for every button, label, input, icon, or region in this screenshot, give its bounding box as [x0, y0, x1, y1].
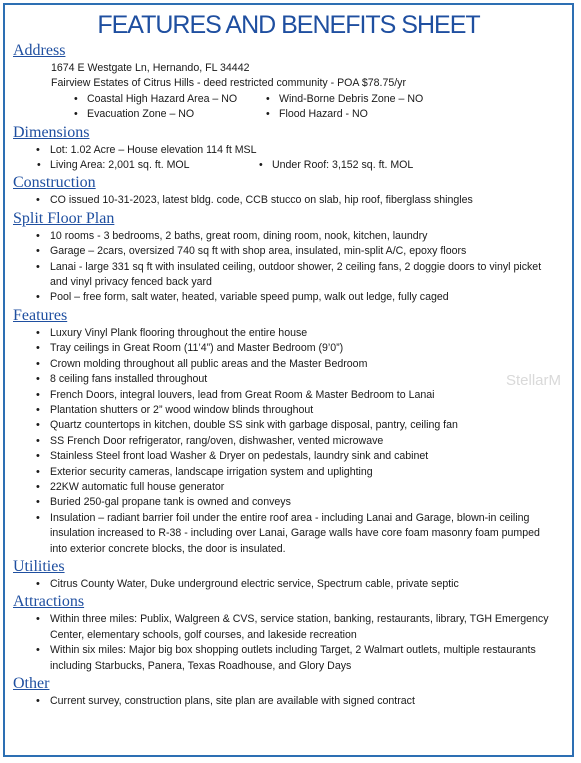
list-item: • Luxury Vinyl Plank flooring throughout the entire house: [5, 326, 572, 341]
list-item: • Living Area: 2,001 sq. ft. MOL: [50, 158, 272, 173]
list-item: • CO issued 10-31-2023, latest bldg. code, CCB stucco on slab, hip roof, fiberglass shingles: [5, 193, 572, 208]
section-heading-dimensions: Dimensions: [13, 123, 90, 141]
zone-item: • Wind-Borne Debris Zone – NO: [279, 92, 471, 107]
section-heading-utilities: Utilities: [13, 557, 65, 575]
list-item: • Within six miles: Major big box shopping outlets including Target, 2 Walmart outlets, multiple restaurants including Starbucks, Panera, Texas Roadhouse, and Glory Days: [5, 643, 572, 674]
list-item: • Garage – 2cars, oversized 740 sq ft with shop area, insulated, min-split A/C, epoxy floors: [5, 244, 572, 259]
list-item: • 22KW automatic full house generator: [5, 480, 572, 495]
section-heading-other: Other: [13, 675, 50, 692]
other-list: [5, 694, 572, 709]
area-row: [5, 158, 572, 173]
section-heading-address: Address: [13, 42, 66, 59]
section-heading-features: Features: [13, 306, 68, 324]
list-item: • Lot: 1.02 Acre – House elevation 114 ft MSL: [5, 143, 572, 158]
list-item: • Buried 250-gal propane tank is owned and conveys: [5, 495, 572, 510]
utilities-list: [5, 577, 572, 592]
list-item: • SS French Door refrigerator, rang/oven, dishwasher, vented microwave: [5, 434, 572, 449]
list-item: • 10 rooms - 3 bedrooms, 2 baths, great room, dining room, nook, kitchen, laundry: [5, 229, 572, 244]
address-block: [5, 61, 572, 123]
section-heading-split-floor-plan: Split Floor Plan: [13, 209, 115, 227]
address-line: 1674 E Westgate Ln, Hernando, FL 34442: [51, 62, 250, 74]
section-heading-attractions: Attractions: [13, 593, 85, 611]
split-floor-plan-list: [5, 229, 572, 306]
list-item: • Pool – free form, salt water, heated, variable speed pump, walk out ledge, fully caged: [5, 290, 572, 305]
list-item: • 8 ceiling fans installed throughout: [5, 372, 572, 387]
list-item: • Within three miles: Publix, Walgreen & CVS, service station, banking, restaurants, library, TGH Emergency Center, elementary schools, golf courses, and lakeside recreation: [5, 612, 572, 643]
list-item: • Citrus County Water, Duke underground electric service, Spectrum cable, private septic: [5, 577, 572, 592]
attractions-list: [5, 612, 572, 674]
zone-item: • Flood Hazard - NO: [279, 107, 471, 122]
list-item: • Stainless Steel front load Washer & Dryer on pedestals, laundry sink and cabinet: [5, 449, 572, 464]
list-item: • Quartz countertops in kitchen, double SS sink with garbage disposal, pantry, ceiling fan: [5, 418, 572, 433]
list-item: • French Doors, integral louvers, lead from Great Room & Master Bedroom to Lanai: [5, 388, 572, 403]
zone-row: [5, 107, 572, 122]
list-item: • Plantation shutters or 2” wood window blinds throughout: [5, 403, 572, 418]
list-item: • Under Roof: 3,152 sq. ft. MOL: [272, 158, 413, 173]
zone-row: [5, 92, 572, 107]
list-item: • Insulation – radiant barrier foil under the entire roof area - including Lanai and Garage, blown-in ceiling insulation increased to R-38 - including over Lanai, Garage walls have core foam masonry foam pumped into exterior concrete blocks, the door is insulated.: [5, 511, 572, 557]
list-item: • Tray ceilings in Great Room (11’4”) and Master Bedroom (9’0”): [5, 341, 572, 356]
zone-item: • Evacuation Zone – NO: [87, 107, 279, 122]
list-item: • Current survey, construction plans, site plan are available with signed contract: [5, 694, 572, 709]
watermark: StellarM: [506, 372, 562, 389]
construction-list: [5, 193, 572, 208]
community-line: Fairview Estates of Citrus Hills - deed restricted community - POA $78.75/yr: [51, 77, 407, 90]
dimensions-block: [5, 143, 572, 174]
page-title: FEATURES AND BENEFITS SHEET: [97, 11, 480, 39]
list-item: • Lanai - large 331 sq ft with insulated ceiling, outdoor shower, 2 ceiling fans, 2 doggie doors to vinyl picket and vinyl privacy fenced back yard: [5, 260, 572, 291]
section-heading-construction: Construction: [13, 174, 96, 192]
features-sheet: [3, 3, 574, 757]
zone-item: • Coastal High Hazard Area – NO: [87, 92, 279, 107]
list-item: • Exterior security cameras, landscape irrigation system and uplighting: [5, 465, 572, 480]
features-list: [5, 326, 572, 557]
list-item: • Crown molding throughout all public areas and the Master Bedroom: [5, 357, 572, 372]
